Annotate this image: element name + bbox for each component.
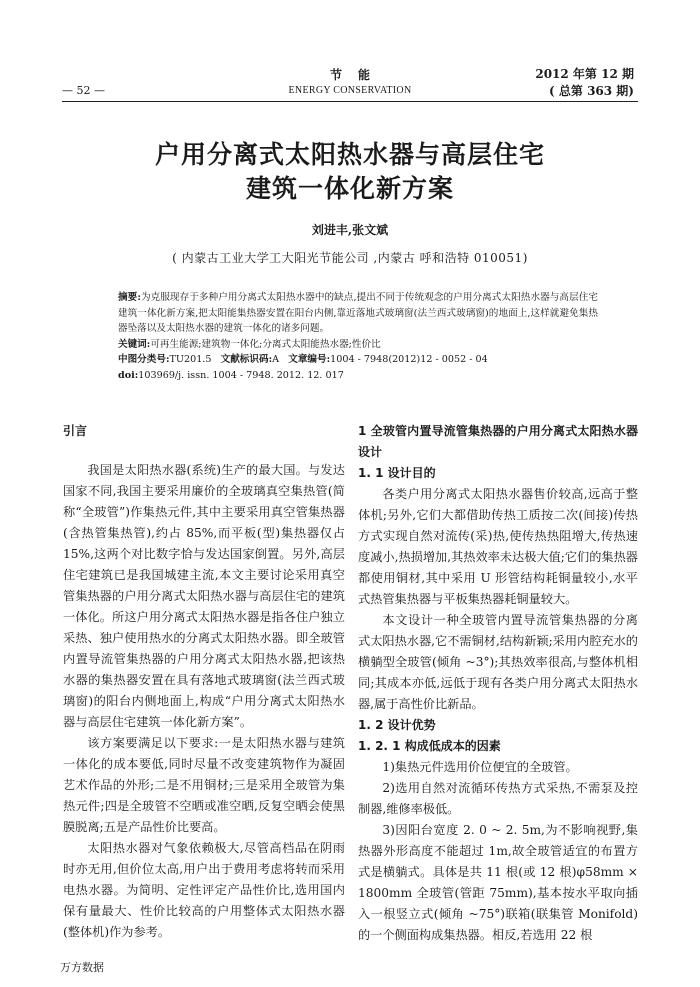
list-item: 1)集热元件选用价位便宜的全玻管。 bbox=[382, 760, 578, 774]
intro-heading: 引言 bbox=[63, 424, 88, 438]
classification-line bbox=[118, 352, 598, 368]
title-line-2: 建筑一体化新方案 bbox=[245, 174, 454, 203]
section-1-2-1-heading: 1. 2. 1 构成低成本的因素 bbox=[358, 739, 501, 753]
footer-watermark: 万方数据 bbox=[60, 961, 104, 974]
section-1-1-paragraph-1: 各类户用分离式太阳热水器售价较高,远高于整体机;另外,它们大都借助传热工质按二次(间接)传热方式实现自然对流传(采)热,使传热热阻增大,传热速度减小,热损增加,其热效率未达极大值;它们的集热器都使用铜材,其中采用 U 形管结构耗铜量较小,水平式热管集热器与平板集热器耗铜量较大。 bbox=[358, 487, 638, 606]
keywords-text: 可再生能源;建筑物一体化;分离式太阳能热水器;性价比 bbox=[150, 338, 381, 350]
header-divider bbox=[62, 101, 638, 102]
issue-info bbox=[535, 66, 634, 100]
section-1-2-heading: 1. 2 设计优势 bbox=[358, 718, 436, 732]
page-number: — 52 — bbox=[62, 84, 105, 97]
affiliation: ( 内蒙古工业大学工大阳光节能公司 ,内蒙古 呼和浩特 010051) bbox=[172, 251, 528, 265]
left-column bbox=[63, 421, 345, 943]
journal-name-en: ENERGY CONSERVATION bbox=[288, 85, 412, 96]
doccode-value: A bbox=[272, 354, 280, 366]
doi-value: 103969/j. issn. 1004 - 7948. 2012. 12. 017 bbox=[138, 369, 344, 381]
article-title bbox=[80, 138, 620, 206]
article-metadata bbox=[118, 290, 598, 384]
abstract-text: 为克服现存于多种户用分离式太阳热水器中的缺点,提出不同于传统观念的户用分离式太阳热水器与高层住宅建筑一体化新方案,把太阳能集热器安置在阳台内侧,靠近落地式玻璃窗(法兰西式玻璃窗)的地面上,这样就避免集热器坠落以及太阳热水器的建筑一体化的诸多问题。 bbox=[118, 292, 598, 335]
intro-paragraph-1: 我国是太阳热水器(系统)生产的最大国。与发达国家不同,我国主要采用廉价的全玻璃真空集热管(简称“全玻管”)作集热元件,其中主要采用真空管集热器(含热管集热管),约占 85%,而平板(型)集热器仅占 15%,这两个对比数字恰与发达国家倒置。另外,高层住宅建筑已是我国城建主流,本文主要讨论采用真空管集热器的户用分离式太阳热水器与高层住宅的建筑一体化。所这户用分离式太阳热水器是指各住户独立采热、独户使用热水的分离式太阳热水器。即全玻管内置导流管集热器的户用分离式太阳热水器,把该热水器的集热器安置在具有落地式玻璃窗(法兰西式玻璃窗)的阳台内侧地面上,构成“户用分离式太阳热水器与高层住宅建筑一体化新方案”。 bbox=[63, 463, 345, 729]
keywords bbox=[118, 337, 598, 353]
list-item: 3)因阳台宽度 2. 0 ~ 2. 5m,为不影响视野,集热器外形高度不能超过 1m,故全玻管适宜的布置方式是横躺式。具体是共 11 根(或 12 根)φ58mm × 1800mm 全玻管(管距 75mm),基本按水平取向插入一根竖立式(倾角 ~75°)联箱(联集管 Monifold)的一个侧面构成集热器。相反,若选用 22 根 bbox=[358, 823, 638, 942]
issue-year-number: 2012 年第 12 期 bbox=[535, 67, 634, 81]
intro-paragraph-3: 太阳热水器对气象依赖极大,尽管高档品在阴雨时亦无用,但价位太高,用户出于费用考虑将转而采用电热水器。为简明、定性评定产品性价比,选用国内保有量最大、性价比较高的户用整体式太阳热水器(整体机)作为参考。 bbox=[63, 841, 345, 939]
right-column bbox=[358, 421, 638, 946]
section-1-heading: 1 全玻管内置导流管集热器的户用分离式太阳热水器设计 bbox=[358, 424, 638, 459]
article-number-label: 文章编号: bbox=[288, 354, 331, 366]
doccode-label: 文献标识码: bbox=[220, 354, 273, 366]
title-line-1: 户用分离式太阳热水器与高层住宅 bbox=[154, 140, 545, 169]
article-number-value: 1004 - 7948(2012)12 - 0052 - 04 bbox=[330, 354, 488, 366]
keywords-label: 关键词: bbox=[118, 338, 151, 350]
list-item: 2)选用自然对流循环传热方式采热,不需泵及控制器,维修率极低。 bbox=[358, 781, 638, 816]
doi-label: doi: bbox=[118, 369, 139, 381]
intro-paragraph-2: 该方案要满足以下要求:一是太阳热水器与建筑一体化的成本要低,同时尽量不改变建筑物作为凝固艺术作品的外形;二是不用铜材;三是采用全玻管为集热元件;四是全玻管不空晒或准空晒,反复空晒会使黑膜脱离;五是产品性价比要高。 bbox=[63, 736, 345, 834]
doi bbox=[118, 368, 598, 384]
journal-header bbox=[250, 66, 450, 96]
section-1-1-heading: 1. 1 设计目的 bbox=[358, 466, 436, 480]
section-1-1-paragraph-2: 本文设计一种全玻管内置导流管集热器的分离式太阳热水器,它不需铜材,结构新颖;采用内腔充水的横躺型全玻管(倾角 ~3°);其热效率很高,与整体机相同;其成本亦低,远低于现有各类户用分离式太阳热水器,属于高性价比新品。 bbox=[358, 613, 638, 711]
issue-total-number: ( 总第 363 期) bbox=[549, 84, 634, 98]
journal-name-cn: 节能 bbox=[329, 68, 386, 82]
abstract bbox=[118, 290, 598, 337]
authors: 刘进丰,张文斌 bbox=[311, 223, 389, 237]
abstract-label: 摘要: bbox=[118, 292, 141, 303]
clc-label: 中图分类号: bbox=[118, 354, 170, 366]
clc-value: TU201.5 bbox=[169, 354, 212, 366]
